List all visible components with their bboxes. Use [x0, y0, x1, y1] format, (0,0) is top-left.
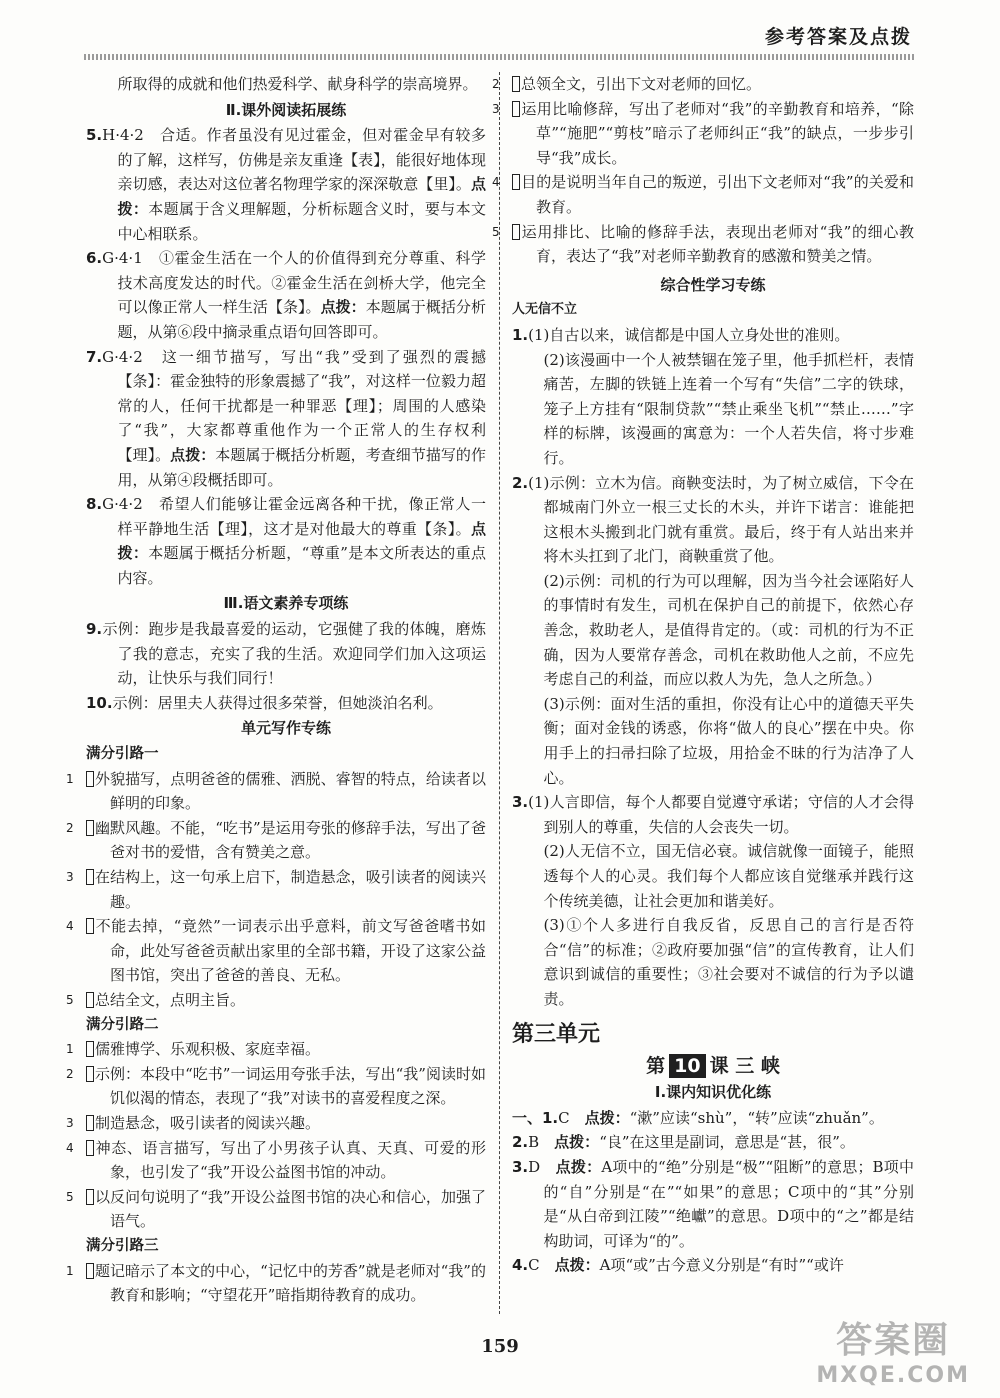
item-number-box: 5	[86, 1189, 94, 1205]
answer-7	[86, 345, 486, 493]
item-text: 在结构上，这一句承上启下，制造悬念，吸引读者的阅读兴趣。	[95, 868, 486, 911]
comp-answer-2-number: 2.	[512, 473, 529, 492]
lesson-answer-1-keyword: 点拨：	[584, 1108, 630, 1127]
item-text: 不能去掉，“竟然”一词表示出乎意料，前文写爸爸嗜书如命，此处写爸爸贡献出家里的全部书籍，开设了这家公益图书馆，突出了爸爸的善良、无私。	[95, 917, 486, 985]
unit-title: 第三单元	[512, 1021, 601, 1047]
lesson-answer-4-choice: C	[528, 1256, 555, 1275]
lesson-answer-3-number: 3.	[512, 1157, 529, 1176]
lesson-answer-2-choice: B	[528, 1133, 555, 1152]
comp-answer-3-number: 3.	[512, 793, 529, 812]
item-number-box: 3	[512, 101, 520, 117]
item-number-box: 1	[86, 771, 94, 787]
comp-answer-2-part-2: (2)示例：司机的行为可以理解，因为当今社会诬陷好人的事情时有发生，司机在保护自己的前提下，依然心存善念，救助老人，是值得肯定的。（或：司机的行为不正确，因为人要常存善念，司机在救助他人之前，不应先考虑自己的利益，而应以救人为先，急人之所急。）	[543, 571, 914, 689]
item-text: 运用排比、比喻的修辞手法，表现出老师对“我”的细心教育，表达了“我”对老师辛勤教育的感激和赞美之情。	[521, 222, 914, 266]
path-2-list	[66, 1037, 486, 1234]
answer-7-keyword: 点拨：	[170, 445, 216, 464]
guide-item	[66, 816, 486, 865]
guide-item	[492, 72, 914, 97]
path-3-list-left	[66, 1259, 486, 1308]
section-title-comprehensive: 综合性学习专练	[660, 275, 766, 294]
answer-7-text: G·4·2 这一细节描写，写出“我”受到了强烈的震撼【条】：霍金独特的形象震撼了“我”，对这样一位毅力超常的人，任何干扰都是一种罪恶【理】；周围的人感染了“我”，大家都尊重他作为一个正常人的生存权利【理】。	[102, 347, 486, 464]
comp-answer-1-number: 1.	[512, 325, 529, 344]
guide-item	[66, 1111, 486, 1136]
item-text: 以反问句说明了“我”开设公益图书馆的决心和信心，加强了语气。	[95, 1187, 486, 1231]
answer-6-keyword: 点拨：	[320, 298, 366, 317]
guide-item	[66, 1259, 486, 1308]
guide-item	[492, 220, 914, 269]
answer-9-number: 9.	[86, 620, 103, 639]
page-number: 159	[481, 1336, 519, 1357]
path-1-title: 满分引路一	[86, 746, 159, 763]
guide-item	[66, 914, 486, 988]
guide-item	[66, 1037, 486, 1062]
item-text: 目的是说明当年自己的叛逆，引出下文老师对“我”的关爱和教育。	[521, 173, 914, 216]
lesson-answer-2-keyword: 点拨：	[554, 1133, 600, 1152]
item-text: 题记暗示了本文的中心，“记忆中的芳香”就是老师对“我”的教育和影响；“守望花开”暗指期待教育的成功。	[95, 1261, 486, 1305]
lesson-answer-1	[512, 1106, 914, 1131]
path-2-title: 满分引路二	[86, 1016, 159, 1033]
answer-10-number: 10.	[86, 693, 113, 712]
section-title-extra-reading: Ⅱ.课外阅读拓展练	[225, 100, 347, 119]
left-column	[66, 72, 486, 1308]
item-text: 外貌描写，点明爸爸的儒雅、洒脱、睿智的特点，给读者以鲜明的印象。	[95, 769, 486, 813]
answer-5-text: H·4·2 合适。作者虽没有见过霍金，但对霍金早有较多的了解，这样写，仿佛是亲友重逢【表】，能很好地体现亲切感，表达对这位著名物理学家的深深敬意【里】。	[102, 126, 486, 194]
comp-answer-1-part-2: (2)该漫画中一个人被禁锢在笼子里，他手抓栏杆，表情痛苦，左脚的铁链上连着一个写有“失信”二字的铁球，笼子上方挂有“限制贷款”“禁止乘坐飞机”“禁止……”字样的标牌，该漫画的寓意为：一个人若失信，将寸步难行。	[543, 350, 914, 467]
comp-answer-3-part-1: (1)人言即信，每个人都要自觉遵守承诺；守信的人才会得到别人的尊重，失信的人会丧失一切。	[528, 793, 914, 836]
answer-8	[86, 492, 486, 590]
lesson-answer-1-number: 一、1.	[512, 1108, 559, 1127]
guide-item	[66, 988, 486, 1013]
lesson-answer-3-tip: A项中的“绝”分别是“极”“阻断”的意思；B项中的“自”分别是“在”“如果”的意思；C项中的“其”分别是“从白帝到江陵”“绝巘”的意思。D项中的“之”都是结构助词，可译为“的”。	[543, 1157, 914, 1250]
answer-9-text: 示例：跑步是我最喜爱的运动，它强健了我的体魄，磨炼了我的意志，充实了我的生活。欢迎同学们加入这项运动，让快乐与我们同行！	[102, 620, 486, 688]
section-title-in-class: Ⅰ.课内知识优化练	[654, 1083, 772, 1102]
watermark	[816, 1312, 970, 1388]
lesson-title	[512, 1054, 914, 1079]
lesson-answer-2-tip: “良”在这里是副词，意思是“甚，很”。	[599, 1133, 855, 1152]
answer-9	[86, 617, 486, 691]
item-text: 运用比喻修辞，写出了老师对“我”的辛勤教育和培养，“除草”“施肥”“剪枝”暗示了老师纠正“我”的缺点，一步步引导“我”成长。	[521, 99, 914, 167]
item-number-box: 1	[86, 1263, 94, 1279]
item-number-box: 1	[86, 1041, 94, 1057]
lesson-answer-4	[512, 1253, 914, 1278]
lesson-answer-3-keyword: 点拨：	[555, 1157, 602, 1176]
answer-6	[86, 246, 486, 344]
item-text: 幽默风趣。不能，“吃书”是运用夸张的修辞手法，写出了爸爸对书的爱惜，含有赞美之意。	[95, 818, 486, 862]
guide-item	[66, 1062, 486, 1111]
comp-answer-3-part-2: (2)人无信不立，国无信必衰。诚信就像一面镜子，能照透每个人的心灵。我们每个人都应该自觉继承并践行这个传统美德，让社会更加和谐美好。	[543, 842, 914, 910]
lesson-answer-4-number: 4.	[512, 1256, 529, 1275]
section-title-writing: 单元写作专练	[240, 719, 331, 738]
lesson-answer-4-keyword: 点拨：	[554, 1256, 600, 1275]
lesson-number: 10	[669, 1054, 705, 1079]
section-title-literacy: Ⅲ.语文素养专项练	[223, 594, 349, 613]
header-rule	[84, 54, 916, 60]
header-title: 参考答案及点拨	[764, 26, 912, 48]
answer-6-text: G·4·1 ①霍金生活在一个人的价值得到充分尊重、科学技术高度发达的时代。②霍金生活在剑桥大学，他完全可以像正常人一样生活【条】。	[102, 249, 486, 317]
watermark-url: MXQE.COM	[816, 1363, 970, 1388]
answer-7-number: 7.	[86, 347, 103, 366]
column-divider	[499, 72, 500, 1314]
watermark-logo-text: 答案圈	[836, 1320, 951, 1361]
guide-item	[66, 1185, 486, 1234]
answer-5-keyword: 点拨：	[117, 175, 486, 218]
answer-8-text: G·4·2 希望人们能够让霍金远离各种干扰，像正常人一样平静地生活【理】，这才是对他最大的尊重【条】。	[102, 495, 486, 538]
guide-item	[66, 865, 486, 914]
answer-5	[86, 123, 486, 246]
comp-answer-2-part-1: (1)示例：立木为信。商鞅变法时，为了树立威信，下令在都城南门外立一根三丈长的木头，并许下诺言：谁能把这根木头搬到北门就有重赏。最后，终于有人站出来并将木头扛到了北门，商鞅重赏了他。	[528, 473, 914, 566]
right-column	[492, 72, 914, 1278]
item-text: 儒雅博学、乐观积极、家庭幸福。	[95, 1040, 321, 1059]
intro-text: 所取得的成就和他们热爱科学、献身科学的崇高境界。	[117, 75, 478, 93]
item-number-box: 4	[512, 174, 520, 190]
item-text: 总结全文，点明主旨。	[95, 990, 246, 1009]
lesson-answer-1-tip: “漱”应读“shù”，“转”应读“zhuǎn”。	[629, 1108, 884, 1127]
item-text: 神态、语言描写，写出了小男孩子认真、天真、可爱的形象，也引发了“我”开设公益图书馆的冲动。	[95, 1138, 486, 1182]
answer-8-tip: 本题属于概括分析题，“尊重”是本文所表达的重点内容。	[117, 544, 486, 587]
path-3-list-right	[492, 72, 914, 269]
item-number-box: 2	[86, 1066, 94, 1082]
lesson-name: 课 三 峡	[709, 1054, 780, 1077]
comp-answer-2	[512, 471, 914, 569]
lesson-prefix: 第	[646, 1054, 666, 1077]
item-number-box: 3	[86, 1115, 94, 1131]
guide-item	[66, 767, 486, 816]
lesson-answer-2-number: 2.	[512, 1133, 529, 1152]
path-1-list	[66, 767, 486, 1013]
lesson-answer-1-choice: C	[558, 1108, 585, 1127]
guide-item	[492, 97, 914, 171]
item-number-box: 3	[86, 869, 94, 885]
guide-item	[66, 1136, 486, 1185]
item-number-box: 5	[512, 224, 520, 240]
answer-8-number: 8.	[86, 495, 103, 514]
item-number-box: 2	[86, 820, 94, 836]
answer-5-tip: 本题属于含义理解题，分析标题含义时，要与本文中心相联系。	[117, 199, 486, 243]
answer-8-keyword: 点拨：	[117, 519, 486, 563]
answer-10	[86, 691, 486, 716]
item-text: 制造悬念，吸引读者的阅读兴趣。	[95, 1113, 321, 1132]
item-number-box: 4	[86, 918, 94, 934]
lesson-answer-4-tip: A项“或”古今意义分别是“有时”“或许	[599, 1256, 844, 1275]
path-3-title: 满分引路三	[86, 1237, 159, 1254]
answer-6-number: 6.	[86, 249, 103, 268]
topic-subtitle: 人无信不立	[512, 302, 578, 318]
item-number-box: 4	[86, 1140, 94, 1156]
item-text: 总领全文，引出下文对老师的回忆。	[521, 75, 762, 93]
answer-6-tip: 本题属于概括分析题，从第⑥段中摘录重点语句回答即可。	[117, 298, 486, 341]
item-number-box: 5	[86, 992, 94, 1008]
answer-7-tip: 本题属于概括分析题，考查细节描写的作用，从第④段概括即可。	[117, 445, 486, 489]
guide-item	[492, 170, 914, 219]
comp-answer-1	[512, 323, 914, 348]
answer-5-number: 5.	[86, 126, 103, 145]
comp-answer-3	[512, 790, 914, 839]
comp-answer-1-part-1: (1)自古以来，诚信都是中国人立身处世的准则。	[528, 325, 850, 344]
comp-answer-2-part-3: (3)示例：面对生活的重担，你没有让心中的道德天平失衡；面对金钱的诱惑，你将“做人的良心”摆在中央。你用手上的扫帚扫除了垃圾，用拾金不昧的行为洁净了人心。	[543, 694, 914, 787]
item-number-box: 2	[512, 76, 520, 92]
lesson-answer-3	[512, 1155, 914, 1253]
lesson-answer-2	[512, 1130, 914, 1155]
answer-10-text: 示例：居里夫人获得过很多荣誉，但她淡泊名利。	[112, 693, 443, 712]
item-text: 示例：本段中“吃书”一词运用夸张手法，写出“我”阅读时如饥似渴的情态，表现了“我”对读书的喜爱程度之深。	[95, 1064, 486, 1108]
comp-answer-3-part-3: (3)①个人多进行自我反省，反思自己的言行是否符合“信”的标准；②政府要加强“信”的宣传教育，让人们意识到诚信的重要性；③社会要对不诚信的行为予以谴责。	[543, 916, 914, 1008]
lesson-answer-3-choice: D	[528, 1157, 556, 1176]
